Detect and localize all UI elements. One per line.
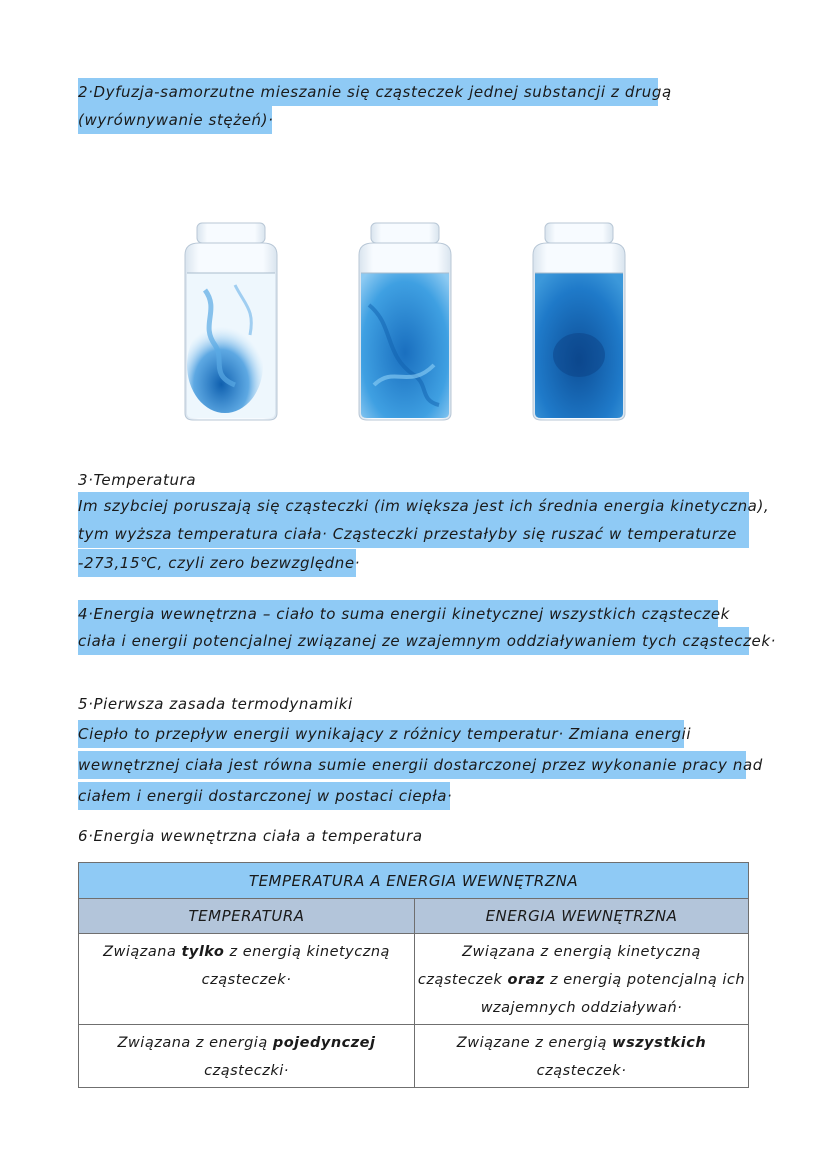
- internal-energy-text-line-1: 4·Energia wewnętrzna – ciało to suma energii kinetycznej wszystkich cząsteczek: [78, 600, 718, 628]
- column-header-temperature: TEMPERATURA: [79, 899, 415, 934]
- cell-emphasis: tylko: [181, 944, 225, 960]
- cell-text: cząsteczek·: [536, 1063, 627, 1079]
- diffusion-jars-image: [165, 215, 645, 430]
- cell-text: Związana z energią: [117, 1035, 273, 1051]
- comparison-table: [78, 862, 749, 1088]
- cell-text: Związana: [103, 944, 182, 960]
- diffusion-definition-line-1: 2·Dyfuzja-samorzutne mieszanie się cząsteczek jednej substancji z drugą: [78, 78, 658, 106]
- table-row: [79, 1025, 749, 1088]
- cell-text: Związane z energią: [456, 1035, 613, 1051]
- first-law-heading: 5·Pierwsza zasada termodynamiki: [78, 695, 353, 713]
- table-row: [79, 934, 749, 1025]
- column-header-internal-energy: ENERGIA WEWNĘTRZNA: [415, 899, 749, 934]
- jar-2-mid-diffusion: [359, 223, 451, 420]
- first-law-text-line-3: ciałem i energii dostarczonej w postaci ciepła·: [78, 782, 450, 810]
- cell-temperature-kinetic: [79, 934, 415, 1025]
- cell-text: z energią kinetyczną: [224, 944, 390, 960]
- table-title-row: [79, 863, 749, 899]
- temperature-text-line-2: tym wyższa temperatura ciała· Cząsteczki przestałyby się ruszać w temperaturze: [78, 520, 749, 548]
- cell-text: Związana z energią kinetyczną: [462, 944, 701, 960]
- cell-energy-kinetic-potential: [415, 934, 749, 1025]
- cell-emphasis: pojedynczej: [272, 1035, 376, 1051]
- diffusion-definition-line-2: (wyrównywanie stężeń)·: [78, 106, 272, 134]
- cell-text: wzajemnych oddziaływań·: [480, 1000, 683, 1016]
- cell-emphasis: oraz: [507, 972, 545, 988]
- temperature-heading: 3·Temperatura: [78, 471, 197, 489]
- first-law-text-line-2: wewnętrznej ciała jest równa sumie energii dostarczonej przez wykonanie pracy nad: [78, 751, 746, 779]
- jar-3-full-diffusion: [533, 223, 625, 420]
- table-title: TEMPERATURA A ENERGIA WEWNĘTRZNA: [79, 863, 749, 899]
- temperature-text-line-3: -273,15℃, czyli zero bezwzględne·: [78, 549, 356, 577]
- first-law-text-line-1: Ciepło to przepływ energii wynikający z różnicy temperatur· Zmiana energii: [78, 720, 684, 748]
- energy-vs-temperature-heading: 6·Energia wewnętrzna ciała a temperatura: [78, 827, 423, 845]
- jar-1-partial-diffusion: [185, 223, 277, 420]
- table-header-row: [79, 899, 749, 934]
- cell-energy-all: [415, 1025, 749, 1088]
- cell-text: z energią potencjalną ich: [544, 972, 746, 988]
- cell-temperature-single: [79, 1025, 415, 1088]
- cell-emphasis: wszystkich: [612, 1035, 707, 1051]
- temperature-text-line-1: Im szybciej poruszają się cząsteczki (im większa jest ich średnia energia kinetyczna),: [78, 492, 749, 520]
- internal-energy-text-line-2: ciała i energii potencjalnej związanej ze wzajemnym oddziaływaniem tych cząsteczek·: [78, 627, 749, 655]
- cell-text: cząsteczek·: [201, 972, 292, 988]
- cell-text: cząsteczki·: [204, 1063, 289, 1079]
- cell-text: cząsteczek: [417, 972, 508, 988]
